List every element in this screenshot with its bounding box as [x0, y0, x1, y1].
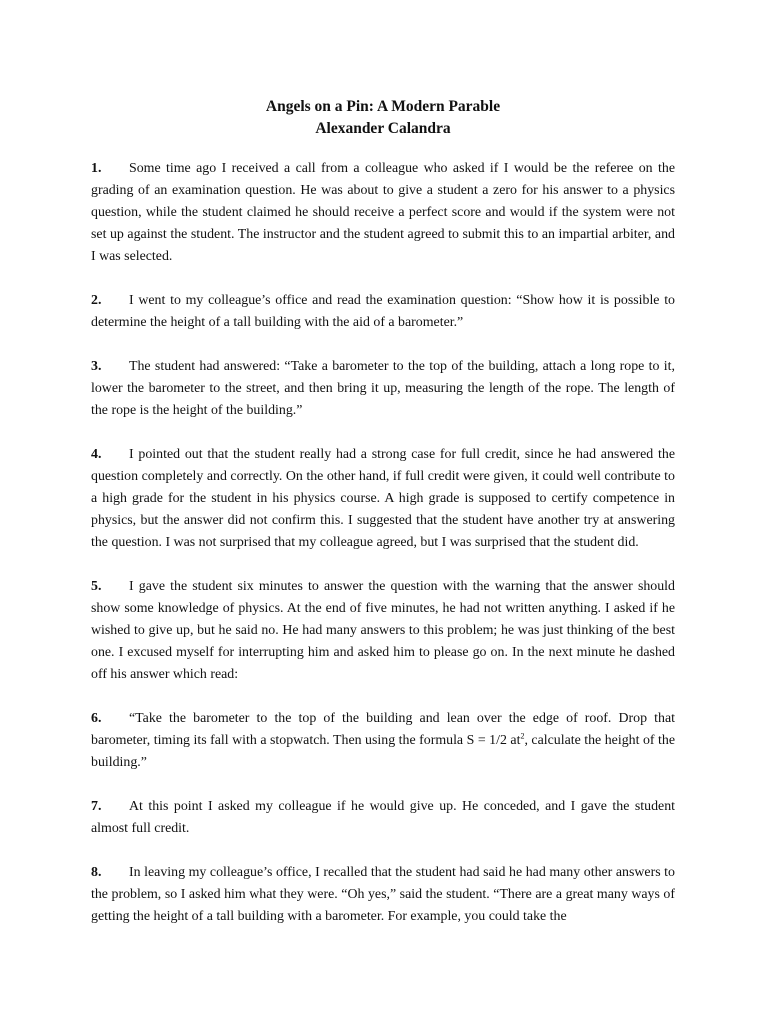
paragraph-text: The student had answered: “Take a barometer to the top of the building, attach a long rope to it, lower the barometer to the street, and then bring it up, measuring the length of the rope. The length of the rope is the height of the building.”	[91, 359, 675, 418]
paragraph-text: I pointed out that the student really had a strong case for full credit, since he had answered the question completely and correctly. On the other hand, if full credit were given, it could well contribute to a high grade for the student in his physics course. A high grade is supposed to certify competence in physics, but the answer did not confirm this. I suggested that the student have another try at answering the question. I was not surprised that my colleague agreed, but I was surprised that the student did.	[91, 447, 675, 550]
paragraph-1	[91, 158, 675, 268]
paragraph-number: 7.	[91, 799, 102, 814]
paragraph-text: I went to my colleague’s office and read the examination question: “Show how it is possible to determine the height of a tall building with the aid of a barometer.”	[91, 293, 675, 330]
paragraph-number: 1.	[91, 161, 102, 176]
paragraph-number: 2.	[91, 293, 102, 308]
paragraph-number: 4.	[91, 447, 102, 462]
document-title: Angels on a Pin: A Modern Parable	[265, 98, 501, 115]
paragraph-3	[91, 356, 675, 422]
paragraph-number: 6.	[91, 711, 102, 726]
document-page	[91, 96, 675, 950]
paragraph-2	[91, 290, 675, 334]
title-block	[91, 96, 675, 140]
paragraph-6	[91, 708, 675, 774]
paragraph-number: 8.	[91, 865, 102, 880]
paragraph-7	[91, 796, 675, 840]
paragraph-text: Some time ago I received a call from a colleague who asked if I would be the referee on the grading of an examination question. He was about to give a student a zero for his answer to a physics question, while the student claimed he should receive a perfect score and would if the system were not set up against the student. The instructor and the student agreed to submit this to an impartial arbiter, and I was selected.	[91, 161, 675, 264]
paragraph-text-after: , calculate the height of the building.”	[91, 733, 675, 770]
paragraph-8	[91, 862, 675, 928]
document-author: Alexander Calandra	[315, 120, 451, 137]
paragraph-text: I gave the student six minutes to answer the question with the warning that the answer should show some knowledge of physics. At the end of five minutes, he had not written anything. I asked if he wished to give up, but he said no. He had many answers to this problem; he was just thinking of the best one. I excused myself for interrupting him and asked him to please go on. In the next minute he dashed off his answer which read:	[91, 579, 675, 682]
paragraph-number: 5.	[91, 579, 102, 594]
paragraph-text-before: “Take the barometer to the top of the building and lean over the edge of roof. Drop that barometer, timing its fall with a stopwatch. Then using the formula S = 1/2 at	[91, 711, 675, 748]
paragraph-text: In leaving my colleague’s office, I recalled that the student had said he had many other answers to the problem, so I asked him what they were. “Oh yes,” said the student. “There are a great many ways of getting the height of a tall building with a barometer. For example, you could take the	[91, 865, 675, 924]
formula-superscript: 2	[520, 731, 525, 741]
paragraph-5	[91, 576, 675, 686]
paragraph-text: At this point I asked my colleague if he would give up. He conceded, and I gave the student almost full credit.	[91, 799, 675, 836]
paragraph-4	[91, 444, 675, 554]
paragraph-number: 3.	[91, 359, 102, 374]
